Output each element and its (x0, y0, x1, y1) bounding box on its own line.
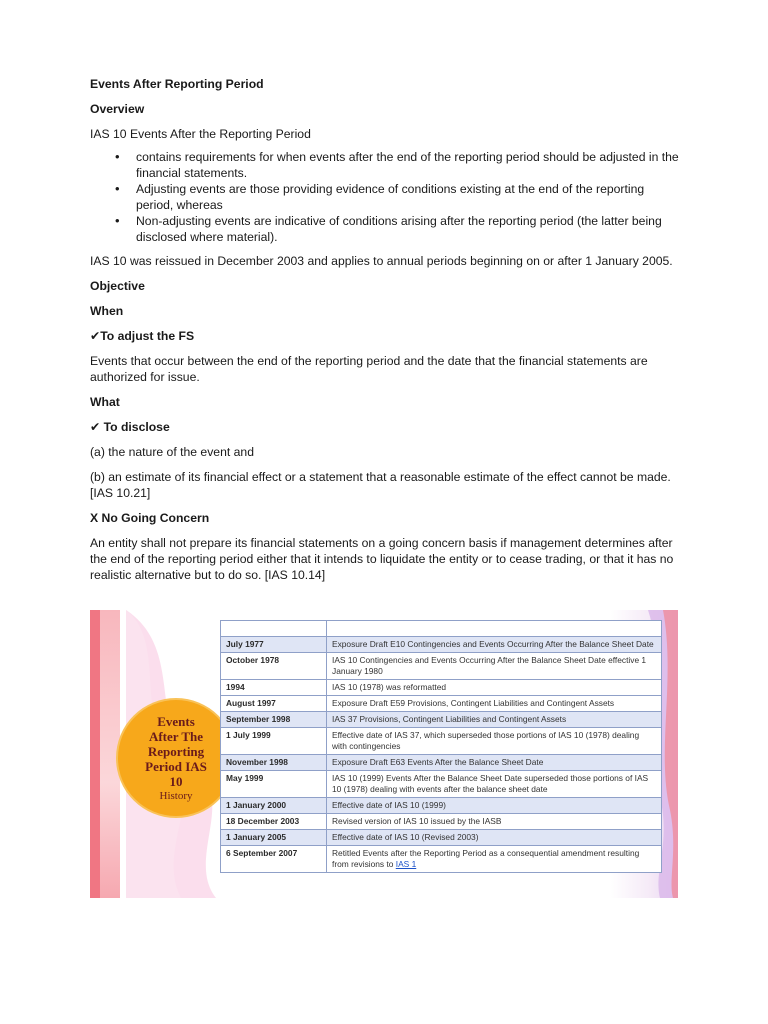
adjust-heading: ✔To adjust the FS (90, 329, 195, 343)
table-row (221, 637, 662, 653)
history-description-text: Effective date of IAS 37, which superseded those portions of IAS 10 (1978) dealing with contingencies (332, 730, 640, 751)
history-date: 18 December 2003 (221, 814, 327, 830)
table-row (221, 771, 662, 798)
table-row (221, 830, 662, 846)
badge-subtitle: History (159, 789, 193, 802)
bullet-item: • contains requirements for when events after the end of the reporting period should be adjusted in the financial statements. (136, 149, 680, 181)
history-description (327, 846, 662, 873)
history-description (327, 798, 662, 814)
history-description-text: Retitled Events after the Reporting Period as a consequential amendment resulting from revisions to (332, 848, 640, 869)
bullet-item: • Adjusting events are those providing evidence of conditions existing at the end of the reporting period, whereas (136, 181, 680, 213)
history-description-text: Revised version of IAS 10 issued by the IASB (332, 816, 502, 826)
history-figure (90, 610, 678, 898)
adjust-text: Events that occur between the end of the reporting period and the date that the financial statements are authorized for issue. (90, 354, 648, 384)
history-description-text: IAS 10 (1999) Events After the Balance Sheet Date superseded those portions of IAS 10 (1978) dealing with events after the balance sheet date (332, 773, 649, 794)
history-description (327, 696, 662, 712)
history-badge (118, 700, 234, 816)
history-date: October 1978 (221, 653, 327, 680)
disclose-heading: ✔ To disclose (90, 420, 170, 434)
history-description-text: IAS 10 (1978) was reformatted (332, 682, 447, 692)
decorative-stripe (90, 610, 100, 898)
document-title: Events After Reporting Period (90, 77, 264, 91)
history-description-text: IAS 10 Contingencies and Events Occurring After the Balance Sheet Date effective 1 January 1980 (332, 655, 647, 676)
history-table (220, 620, 662, 873)
history-date: 1 January 2000 (221, 798, 327, 814)
intro-text: IAS 10 Events After the Reporting Period (90, 127, 311, 141)
history-date: 1 January 2005 (221, 830, 327, 846)
ias1-link[interactable]: IAS 1 (395, 859, 417, 869)
table-row (221, 814, 662, 830)
disclose-item-a: (a) the nature of the event and (90, 445, 254, 459)
history-description (327, 637, 662, 653)
table-header-row (221, 621, 662, 637)
badge-title-line: Period IAS (145, 758, 207, 774)
decorative-stripe (100, 610, 120, 898)
when-heading: When (90, 304, 124, 318)
history-date: September 1998 (221, 712, 327, 728)
badge-title-line: Events (157, 713, 195, 729)
going-concern-heading: X No Going Concern (90, 511, 210, 525)
table-row (221, 798, 662, 814)
history-date: 1 July 1999 (221, 728, 327, 755)
history-description-text: IAS 37 Provisions, Contingent Liabilities and Contingent Assets (332, 714, 567, 724)
objective-heading: Objective (90, 279, 145, 293)
badge-title-line: 10 (169, 773, 183, 789)
table-row (221, 728, 662, 755)
overview-bullets (90, 149, 680, 245)
reissue-text: IAS 10 was reissued in December 2003 and applies to annual periods beginning on or after 1 January 2005. (90, 254, 673, 268)
disclose-item-b: (b) an estimate of its financial effect or a statement that a reasonable estimate of the effect cannot be made. [IAS 10.21] (90, 470, 671, 500)
history-description (327, 712, 662, 728)
history-description (327, 653, 662, 680)
history-date: August 1997 (221, 696, 327, 712)
history-date: July 1977 (221, 637, 327, 653)
history-description (327, 680, 662, 696)
history-description (327, 830, 662, 846)
history-date: May 1999 (221, 771, 327, 798)
table-row (221, 696, 662, 712)
history-date: 6 September 2007 (221, 846, 327, 873)
table-row (221, 680, 662, 696)
table-row (221, 846, 662, 873)
table-row (221, 755, 662, 771)
history-date: 1994 (221, 680, 327, 696)
history-description (327, 755, 662, 771)
table-row (221, 653, 662, 680)
bullet-item: • Non-adjusting events are indicative of conditions arising after the reporting period (the latter being disclosed where material). (136, 213, 680, 245)
history-description-text: Exposure Draft E63 Events After the Balance Sheet Date (332, 757, 544, 767)
history-description-text: Effective date of IAS 10 (Revised 2003) (332, 832, 479, 842)
badge-title-line: Reporting (147, 743, 205, 759)
history-date: November 1998 (221, 755, 327, 771)
what-heading: What (90, 395, 120, 409)
table-row (221, 712, 662, 728)
history-description-text: Effective date of IAS 10 (1999) (332, 800, 446, 810)
badge-title-line: After The (148, 728, 204, 744)
history-description (327, 771, 662, 798)
history-description (327, 814, 662, 830)
going-concern-text: An entity shall not prepare its financial statements on a going concern basis if management determines after the end of the reporting period either that it intends to liquidate the entity or to cease trading, or that it has no realistic alternative but to do so. [IAS 10.14] (90, 536, 674, 582)
history-description-text: Exposure Draft E10 Contingencies and Events Occurring After the Balance Sheet Date (332, 639, 654, 649)
history-description-text: Exposure Draft E59 Provisions, Contingent Liabilities and Contingent Assets (332, 698, 615, 708)
history-description (327, 728, 662, 755)
overview-heading: Overview (90, 102, 145, 116)
document-body (90, 76, 680, 592)
